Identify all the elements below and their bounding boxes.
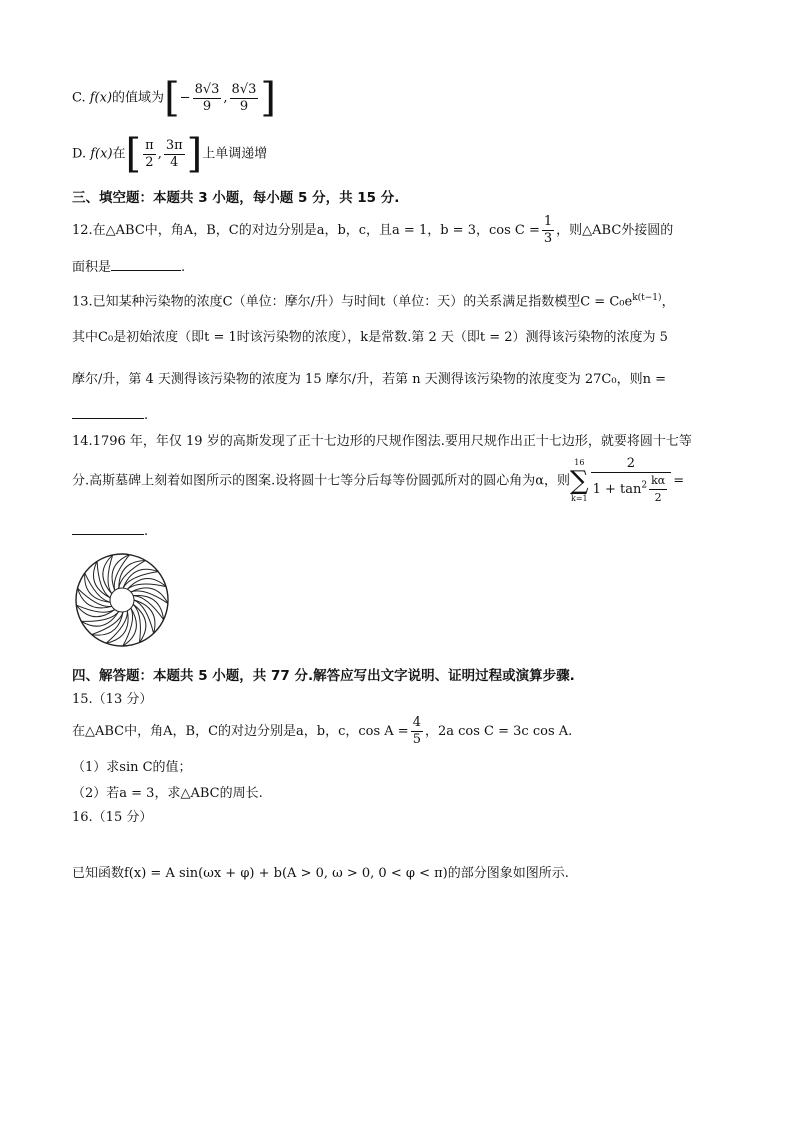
question-15-part2: （2）若a = 3，求△ABC的周长. (72, 786, 263, 801)
question-13-line4: . (72, 404, 722, 426)
question-12-line2: 面积是 . (72, 256, 722, 278)
right-bracket: ] (186, 131, 203, 177)
fraction-b: $\frac{3\pi}{4}$ (165, 137, 183, 170)
question-16-line1: 已知函数f(x) = A sin(ωx + φ) + b(A > 0, ω > 0, 0 < φ < π)的部分图象如图所示. (72, 866, 569, 881)
question-14-line2: 分.高斯墓碑上刻着如图所示的图案.设将圆十七等分后每等份圆弧所对的圆心角为α，则 16 ∑ k=1 2 $1 + \tan^2$ $\frac{k\alpha}{2}$ = (72, 456, 685, 504)
question-14-line1: 14.1796 年，年仅 19 岁的高斯发现了正十七边形的尺规作图法.要用尺规作出正十七边形，就要将圆十七等 (72, 434, 692, 449)
minus-sign: − (179, 90, 191, 106)
question-15-head: 15.（13 分） (72, 692, 153, 707)
question-13-line1: 13.已知某种污染物的浓度C（单位：摩尔/升）与时间t（单位：天）的关系满足指数模型$C = C_0e^{k(t-1)}$， (72, 293, 675, 310)
petal-curve (127, 584, 166, 589)
function-symbol: f(x) (89, 90, 113, 106)
fraction-a: $\frac{\pi}{2}$ (145, 137, 154, 170)
left-bracket: [ (164, 75, 180, 121)
option-label: C. (72, 90, 90, 106)
gauss-pattern-figure (74, 548, 170, 652)
section-4-title: 四、解答题：本题共 5 小题，共 77 分.解答应写出文字说明、证明过程或演算步骤. (72, 668, 575, 684)
option-text: 的值域为 (112, 90, 165, 106)
question-12-line1: 12.在△ABC中，角A，B，C的对边分别是a，b，c，且a = 1，b = 3，cos C = $\frac{1}{3}$ ，则△ABC外接圆的 (72, 214, 674, 246)
option-label: D. (72, 146, 91, 162)
question-15-line1: 在△ABC中，角A，B，C的对边分别是a，b，c，cos A = $\frac{4}{5}$ ，2a cos C = 3c cos A. (72, 715, 573, 747)
question-13-line3: 摩尔/升，第 4 天测得该污染物的浓度为 15 摩尔/升，若第 n 天测得该污染物的浓度变为 27C₀，则n = (72, 372, 666, 387)
question-15-part1: （1）求sin C的值； (72, 760, 192, 775)
petal-curve (123, 608, 137, 646)
function-symbol: f(x) (90, 146, 113, 162)
option-c: C. f(x)的值域为[− $\frac{8√3}{9}$ , $\frac{8√3}{9}$ ] (72, 75, 276, 121)
fraction-cosA: $\frac{4}{5}$ (412, 715, 421, 747)
left-bracket: [ (125, 131, 142, 177)
question-13-line2: 其中C₀是初始浓度（即t = 1时该污染物的浓度），k是常数.第 2 天（即t = 2）测得该污染物的浓度为 5 (72, 330, 668, 345)
answer-blank[interactable] (72, 404, 144, 419)
question-16-head: 16.（15 分） (72, 810, 153, 825)
answer-blank[interactable] (111, 256, 181, 271)
question-14-line3: . (72, 520, 722, 542)
sum-fraction: 2 $1 + \tan^2$ $\frac{k\alpha}{2}$ (591, 456, 672, 506)
fraction-cosC: $\frac{1}{3}$ (543, 214, 553, 246)
fraction-high: $\frac{8√3}{9}$ (231, 81, 257, 114)
right-bracket: ] (260, 75, 276, 121)
inner-fraction: $\frac{k\alpha}{2}$ (651, 474, 666, 504)
option-d: D. f(x)在[ $\frac{\pi}{2}$ , $\frac{3\pi}{4}$ ]上单调递增 (72, 131, 268, 177)
summation: 16 ∑ k=1 (570, 458, 589, 503)
fraction-low: $\frac{8√3}{9}$ (194, 81, 220, 114)
answer-blank[interactable] (72, 520, 144, 535)
section-3-title: 三、填空题：本题共 3 小题，每小题 5 分，共 15 分. (72, 190, 400, 206)
